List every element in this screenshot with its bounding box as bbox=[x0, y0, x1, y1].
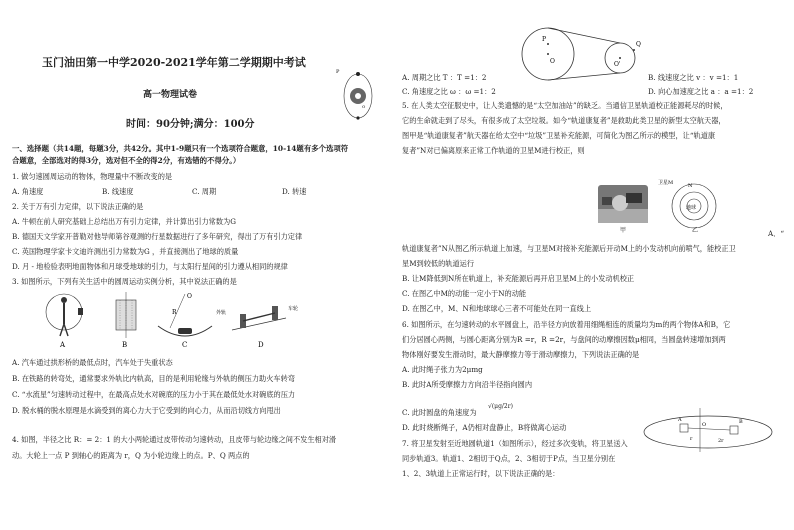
q3-fig-d bbox=[216, 305, 298, 330]
q4-option-b: B. 线速度之比 v ：v =1：1 bbox=[648, 73, 739, 82]
q5-option-a-cont: 星M到较低的轨道运行 bbox=[402, 259, 475, 268]
q4-option-a: A. 周期之比 T ：T =1：2 bbox=[402, 73, 487, 82]
q3-fig-label-d: D bbox=[258, 341, 264, 349]
q6-line-1: 6. 如图所示，在匀速转动的水平圆盘上，沿半径方向放着用细绳相连的质量均为m的两个物体A和B，它 bbox=[402, 320, 731, 329]
q5-line-4: 复者”N对已偏离原来正常工作轨道的卫星M进行校正，则 bbox=[402, 146, 585, 155]
disk-label-r: r bbox=[690, 436, 693, 442]
q6-option-d: D. 此时烧断绳子，A仍相对盘静止，B将做离心运动 bbox=[402, 423, 567, 432]
q1-option-c: C. 周期 bbox=[192, 187, 217, 196]
q3-fig-b bbox=[116, 292, 136, 338]
disk-label-2r: 2r bbox=[718, 438, 724, 444]
q6-line-2: 们分居圆心两侧，与圆心距离分别为R =r，R =2r，与盘间的动摩擦因数μ相同，当圆盘转速增加到两 bbox=[402, 335, 726, 344]
fig-label-yi: 乙 bbox=[692, 227, 699, 234]
orbit-diagram bbox=[654, 182, 744, 234]
q5-option-c: C. 在图乙中M的动能一定小于N的动能 bbox=[402, 289, 527, 298]
sat-n-label: N bbox=[688, 183, 693, 189]
disk-label-o: O bbox=[702, 422, 707, 428]
q3-fig-label-b: B bbox=[122, 341, 128, 349]
time-line: 时间：90分钟;满分：100分 bbox=[126, 119, 255, 130]
q7-line-2: 同步轨道3。轨道1、2相切于Q点，2、3相切于P点，当卫星分别在 bbox=[402, 454, 616, 463]
q3-label-o: O bbox=[187, 293, 192, 300]
section-heading-2: 合题意，全部选对的得3分，选对但不全的得2分，有选错的不得分。） bbox=[12, 156, 241, 165]
fig-label-jia: 甲 bbox=[620, 227, 627, 234]
q3-line-c: C. “水流星”匀速转动过程中，在最高点处水对碗底的压力小于其在最低处水对碗底的压力 bbox=[12, 390, 296, 399]
pulley-label-o-prime: O' bbox=[614, 61, 621, 68]
q2-line-c: C. 英国物理学家卡文迪许测出引力常数为G ，并直接测出了地球的质量 bbox=[12, 247, 239, 256]
q2-line-a: A. 牛顿在前人研究基础上总结出万有引力定律，并计算出引力常数为G bbox=[12, 217, 236, 226]
q3-stem: 3. 如图所示，下列有关生活中的圆周运动实例分析，其中说法正确的是 bbox=[12, 277, 237, 286]
q2-stem: 2. 关于万有引力定律，以下说法正确的是 bbox=[12, 202, 144, 211]
q3-fig-a bbox=[46, 294, 83, 336]
q5-option-a: 轨道康复者”N从图乙所示轨道上加速，与卫星M对接补充能源后开动M上的小发动机向前喷气，能校正卫 bbox=[402, 244, 736, 253]
sat-m-label: 卫星M bbox=[658, 180, 674, 186]
q7-line-3: 1、2、3轨道上正常运行时，以下说法正确的是： bbox=[402, 469, 560, 478]
disk-label-a: A bbox=[678, 417, 682, 423]
pulley-label-p: P bbox=[542, 36, 547, 43]
q3-label-r: R bbox=[172, 309, 177, 316]
q3-label-wheel: 车轮 bbox=[288, 306, 299, 312]
svg-text:O: O bbox=[362, 104, 366, 109]
q6-option-a: A. 此时绳子张力为2μmg bbox=[402, 365, 483, 374]
q1-option-b: B. 线速度 bbox=[102, 187, 134, 196]
q1-stem: 1. 做匀速圆周运动的物体，物理量中不断改变的是 bbox=[12, 172, 173, 181]
q6-option-b: B. 此时A所受摩擦力方向沿半径指向圆内 bbox=[402, 380, 533, 389]
q5-option-d: D. 在图乙中，M、N和地球球心三者不可能处在同一直线上 bbox=[402, 304, 592, 313]
exam-subtitle: 高一物理试卷 bbox=[143, 90, 198, 100]
q2-line-d: D. 月 - 地检验表明地面物体和月球受地球的引力，与太阳行星间的引力遵从相同的规律 bbox=[12, 262, 288, 271]
disk-figure bbox=[640, 408, 780, 454]
q5-line-1: 5. 在人类太空征服史中，让人类遗憾的是“太空加油站”的缺乏。当通信卫星轨道校正能源耗尽的时候， bbox=[402, 101, 728, 110]
q6-option-c: C. 此时圆盘的角速度为 bbox=[402, 408, 477, 417]
exam-title: 玉门油田第一中学2020-2021学年第二学期期中考试 bbox=[42, 56, 306, 69]
q6-sqrt: √(μg/2r) bbox=[488, 403, 513, 410]
q4-option-c: C. 角速度之比 ω ：ω =1：2 bbox=[402, 87, 496, 96]
q3-line-a: A. 汽车通过拱形桥的最低点时，汽车处于失重状态 bbox=[12, 358, 173, 367]
q3-fig-label-c: C bbox=[182, 341, 188, 349]
q7-line-1: 7. 将卫星发射至近地圆轨道1（如图所示），经过多次变轨，将卫星送入 bbox=[402, 439, 628, 448]
q3-figures bbox=[40, 290, 310, 348]
satellite-photo bbox=[598, 185, 648, 223]
q3-line-d: D. 脱水桶的脱水原理是水滴受到的离心力大于它受到的向心力，从而沿切线方向甩出 bbox=[12, 406, 281, 415]
section-heading: 一、选择题（共14题，每题3分，共42分。其中1-9题只有一个选项符合题意，10-14题有多个选项符 bbox=[12, 144, 349, 153]
q1-option-a: A. 角速度 bbox=[12, 187, 44, 196]
q3-fig-label-a: A bbox=[60, 341, 66, 349]
q3-line-b: B. 在铁路的转弯处，通常要求外轨比内轨高，目的是利用轮缘与外轨的侧压力助火车转弯 bbox=[12, 374, 295, 383]
orbit-figure bbox=[338, 68, 382, 122]
q3-fig-c bbox=[158, 293, 212, 336]
q5-option-a-head: A．“ bbox=[768, 229, 785, 238]
svg-text:P: P bbox=[336, 69, 340, 75]
q6-line-3: 物体刚好要发生滑动时，最大静摩擦力等于滑动摩擦力，下列说法正确的是 bbox=[402, 350, 640, 359]
q4-line-1: 4. 如图，半径之比 R：= 2：1 的大小两轮通过皮带传动匀速转动，且皮带与轮边缘之间不发生相对滑 bbox=[12, 435, 337, 444]
disk-label-b: B bbox=[739, 419, 743, 425]
q4-option-d: D. 向心加速度之比 a ：a =1：2 bbox=[648, 87, 754, 96]
q5-line-2: 它的生命就走到了尽头，有很多成了太空垃圾。如今“轨道康复者”是救助此类卫星的新型太空航天器， bbox=[402, 116, 726, 125]
pulley-figure bbox=[518, 26, 648, 82]
q4-line-2: 动。大轮上一点 P 到轴心的距离为 r，Q 为小轮边缘上的点。P、Q 两点的 bbox=[12, 451, 250, 460]
q5-option-b: B. 让M降低到N所在轨道上，补充能源后再开启卫星M上的小发动机校正 bbox=[402, 274, 635, 283]
q1-option-d: D. 转速 bbox=[282, 187, 307, 196]
earth-label: 地球 bbox=[686, 205, 697, 211]
q2-line-b: B. 德国天文学家开普勒对他导师第谷观测的行星数据进行了多年研究，得出了万有引力定律 bbox=[12, 232, 303, 241]
pulley-label-q: Q bbox=[636, 41, 641, 48]
q3-label-outer-rail: 外轨 bbox=[216, 310, 227, 316]
q5-line-3: 图甲是“轨道康复者”航天器在给太空中“垃圾”卫星补充能源，可简化为图乙所示的模型，让“轨道康 bbox=[402, 131, 716, 140]
pulley-label-o: O bbox=[550, 58, 555, 65]
right-column bbox=[400, 0, 794, 530]
